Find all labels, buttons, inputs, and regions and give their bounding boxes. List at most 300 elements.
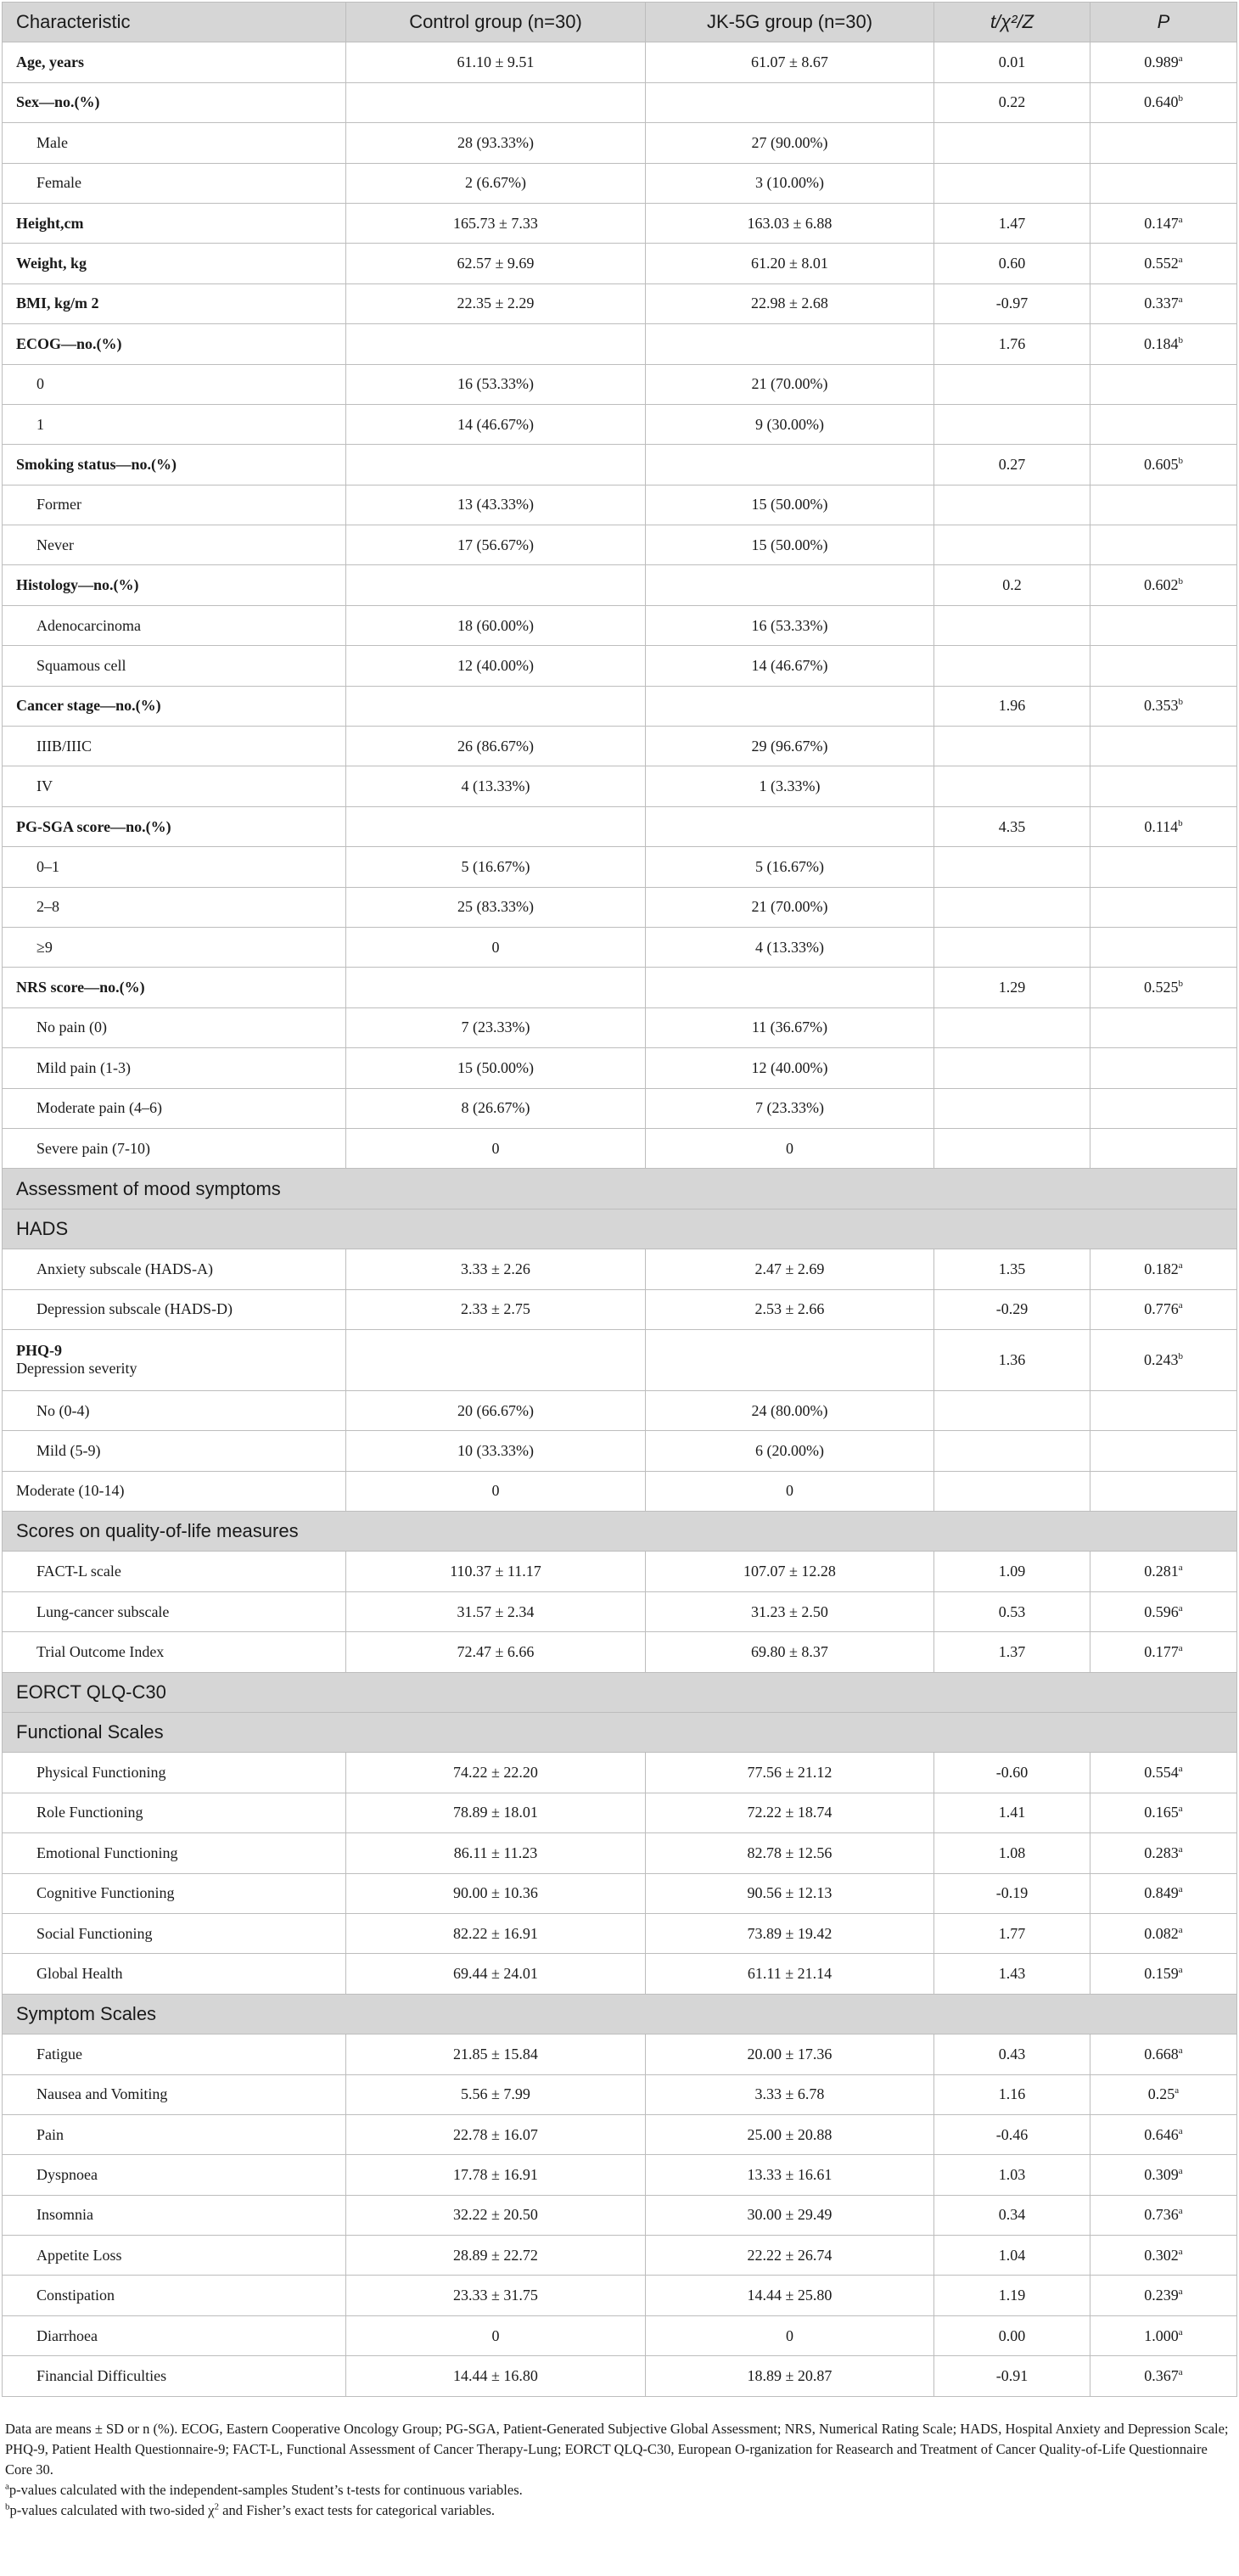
p-value: 0.159	[1144, 1965, 1179, 1983]
table-row	[3, 2276, 1237, 2315]
control-value-cell: 78.89 ± 18.01	[346, 1793, 646, 1832]
p-value-cell	[1090, 1329, 1237, 1390]
statistic-cell	[934, 847, 1090, 887]
characteristic-cell: Smoking status—no.(%)	[3, 445, 346, 485]
characteristic-cell: Squamous cell	[3, 646, 346, 686]
control-value-cell: 28.89 ± 22.72	[346, 2236, 646, 2276]
p-value: 0.302	[1144, 2246, 1179, 2264]
characteristic-cell: No pain (0)	[3, 1007, 346, 1047]
table-row	[3, 445, 1237, 485]
jk5g-value-cell: 29 (96.67%)	[646, 727, 934, 766]
p-value: 0.114	[1144, 817, 1179, 835]
statistic-cell	[934, 1471, 1090, 1511]
header-test-statistic	[934, 3, 1090, 42]
p-value: 0.776	[1144, 1300, 1179, 1318]
jk5g-value-cell: 31.23 ± 2.50	[646, 1591, 934, 1631]
characteristic-cell: Emotional Functioning	[3, 1833, 346, 1873]
table-header	[3, 3, 1237, 42]
jk5g-value-cell	[646, 968, 934, 1007]
footnote-b-mark: b	[5, 2501, 10, 2512]
p-value-cell	[1090, 324, 1237, 364]
statistic-cell: 1.16	[934, 2074, 1090, 2114]
control-value-cell: 69.44 ± 24.01	[346, 1954, 646, 1994]
jk5g-value-cell	[646, 324, 934, 364]
table-row	[3, 123, 1237, 163]
statistic-cell: 1.37	[934, 1632, 1090, 1672]
p-value-superscript: a	[1178, 2326, 1183, 2337]
control-value-cell	[346, 686, 646, 726]
p-value: 0.554	[1144, 1764, 1179, 1782]
p-value-superscript: a	[1178, 1884, 1183, 1895]
characteristic-cell: Adenocarcinoma	[3, 605, 346, 645]
p-value: 1.000	[1144, 2326, 1179, 2344]
p-value: 0.552	[1144, 255, 1179, 272]
control-value-cell: 32.22 ± 20.50	[346, 2195, 646, 2235]
characteristic-cell: 1	[3, 404, 346, 444]
header-jk5g-group: JK-5G group (n=30)	[646, 3, 934, 42]
p-value-superscript: a	[1178, 1804, 1183, 1815]
p-value: 0.243	[1144, 1350, 1179, 1368]
characteristic-cell: Age, years	[3, 42, 346, 82]
jk5g-value-cell: 77.56 ± 21.12	[646, 1753, 934, 1793]
section-header-row	[3, 1672, 1237, 1712]
characteristic-cell: Sex—no.(%)	[3, 82, 346, 122]
jk5g-value-cell: 6 (20.00%)	[646, 1431, 934, 1471]
statistic-cell: 0.01	[934, 42, 1090, 82]
control-value-cell: 18 (60.00%)	[346, 605, 646, 645]
jk5g-value-cell: 15 (50.00%)	[646, 525, 934, 565]
characteristic-cell: Mild (5-9)	[3, 1431, 346, 1471]
table-row	[3, 1007, 1237, 1047]
p-value-cell	[1090, 1753, 1237, 1793]
p-value-superscript: b	[1178, 93, 1183, 104]
p-value-cell	[1090, 565, 1237, 605]
p-value-cell	[1090, 1088, 1237, 1128]
jk5g-value-cell	[646, 686, 934, 726]
statistic-cell: 4.35	[934, 806, 1090, 846]
characteristic-cell: Former	[3, 485, 346, 525]
statistic-cell	[934, 525, 1090, 565]
statistic-cell: 1.29	[934, 968, 1090, 1007]
p-value-superscript: b	[1178, 697, 1183, 708]
statistic-cell: 0.53	[934, 1591, 1090, 1631]
p-value-cell	[1090, 686, 1237, 726]
table-row	[3, 1088, 1237, 1128]
table-row	[3, 82, 1237, 122]
p-value: 0.184	[1144, 334, 1179, 352]
p-value-cell	[1090, 525, 1237, 565]
header-p-value	[1090, 3, 1237, 42]
section-header-row	[3, 1512, 1237, 1552]
p-value-superscript: a	[1178, 255, 1183, 266]
characteristic-cell: IV	[3, 766, 346, 806]
table-row	[3, 1048, 1237, 1088]
p-value-cell	[1090, 203, 1237, 243]
p-value: 0.082	[1144, 1924, 1179, 1942]
table-row	[3, 1873, 1237, 1913]
characteristic-cell: Financial Difficulties	[3, 2356, 346, 2396]
characteristic-cell: 0	[3, 364, 346, 404]
control-value-cell	[346, 806, 646, 846]
characteristic-cell: Height,cm	[3, 203, 346, 243]
control-value-cell: 2.33 ± 2.75	[346, 1289, 646, 1329]
jk5g-value-cell: 73.89 ± 19.42	[646, 1913, 934, 1953]
p-value-cell	[1090, 1128, 1237, 1168]
statistic-cell	[934, 927, 1090, 967]
p-value: 0.281	[1144, 1563, 1179, 1580]
table-body	[3, 42, 1237, 2396]
statistic-cell: -0.19	[934, 1873, 1090, 1913]
control-value-cell: 28 (93.33%)	[346, 123, 646, 163]
p-value-cell	[1090, 1833, 1237, 1873]
header-p-label: P	[1157, 11, 1170, 33]
footnote-a	[5, 2480, 1234, 2500]
p-value-cell	[1090, 1591, 1237, 1631]
statistic-cell	[934, 605, 1090, 645]
jk5g-value-cell: 0	[646, 1128, 934, 1168]
table-row	[3, 2155, 1237, 2195]
statistic-cell	[934, 1007, 1090, 1047]
p-value-superscript: b	[1178, 979, 1183, 990]
table-row	[3, 766, 1237, 806]
control-value-cell	[346, 565, 646, 605]
baseline-characteristics-table	[2, 2, 1237, 2397]
table-row	[3, 847, 1237, 887]
table-row	[3, 163, 1237, 203]
table-row	[3, 927, 1237, 967]
table-row	[3, 283, 1237, 323]
table-row	[3, 203, 1237, 243]
statistic-cell: 1.36	[934, 1329, 1090, 1390]
statistic-cell	[934, 887, 1090, 927]
characteristic-cell: Cognitive Functioning	[3, 1873, 346, 1913]
characteristic-cell: Insomnia	[3, 2195, 346, 2235]
jk5g-value-cell: 1 (3.33%)	[646, 766, 934, 806]
p-value-superscript: a	[1178, 1563, 1183, 1574]
p-value-superscript: a	[1178, 295, 1183, 306]
p-value-cell	[1090, 2155, 1237, 2195]
p-value: 0.309	[1144, 2166, 1179, 2183]
statistic-cell: 1.76	[934, 324, 1090, 364]
control-value-cell: 22.78 ± 16.07	[346, 2114, 646, 2154]
p-value-superscript: a	[1178, 1924, 1183, 1935]
p-value-superscript: a	[1178, 2045, 1183, 2056]
statistic-cell	[934, 1048, 1090, 1088]
characteristic-cell: 2–8	[3, 887, 346, 927]
section-title: Functional Scales	[3, 1713, 1237, 1753]
characteristic-cell: Severe pain (7-10)	[3, 1128, 346, 1168]
p-value: 0.605	[1144, 455, 1179, 473]
p-value-superscript: b	[1178, 576, 1183, 587]
p-value-cell	[1090, 727, 1237, 766]
p-value-cell	[1090, 1390, 1237, 1430]
footnote-a-text: p-values calculated with the independent-samples Student’s t-tests for continuous variables.	[8, 2482, 523, 2498]
section-header-row	[3, 1209, 1237, 1249]
control-value-cell: 3.33 ± 2.26	[346, 1249, 646, 1289]
p-value-cell	[1090, 1873, 1237, 1913]
jk5g-value-cell: 13.33 ± 16.61	[646, 2155, 934, 2195]
characteristic-label: PHQ-9	[16, 1342, 62, 1360]
statistic-cell	[934, 727, 1090, 766]
characteristic-cell: ≥9	[3, 927, 346, 967]
control-value-cell: 0	[346, 1471, 646, 1511]
p-value-cell	[1090, 646, 1237, 686]
jk5g-value-cell: 14.44 ± 25.80	[646, 2276, 934, 2315]
characteristic-cell: Male	[3, 123, 346, 163]
p-value: 0.182	[1144, 1260, 1179, 1277]
characteristic-cell: Dyspnoea	[3, 2155, 346, 2195]
characteristic-cell: No (0-4)	[3, 1390, 346, 1430]
section-header-row	[3, 1994, 1237, 2034]
table-row	[3, 565, 1237, 605]
statistic-cell: 1.96	[934, 686, 1090, 726]
table-row	[3, 2074, 1237, 2114]
table-row	[3, 1329, 1237, 1390]
control-value-cell: 16 (53.33%)	[346, 364, 646, 404]
p-value-superscript: b	[1178, 1350, 1183, 1361]
p-value-superscript: a	[1178, 2366, 1183, 2377]
jk5g-value-cell: 69.80 ± 8.37	[646, 1632, 934, 1672]
p-value-superscript: a	[1178, 2125, 1183, 2136]
control-value-cell: 8 (26.67%)	[346, 1088, 646, 1128]
control-value-cell: 10 (33.33%)	[346, 1431, 646, 1471]
jk5g-value-cell: 2.47 ± 2.69	[646, 1249, 934, 1289]
control-value-cell: 5 (16.67%)	[346, 847, 646, 887]
table-row	[3, 1954, 1237, 1994]
statistic-cell	[934, 1390, 1090, 1430]
jk5g-value-cell	[646, 445, 934, 485]
statistic-cell: 0.22	[934, 82, 1090, 122]
jk5g-value-cell: 82.78 ± 12.56	[646, 1833, 934, 1873]
statistic-cell	[934, 163, 1090, 203]
control-value-cell: 17.78 ± 16.91	[346, 2155, 646, 2195]
p-value-cell	[1090, 1471, 1237, 1511]
control-value-cell	[346, 324, 646, 364]
control-value-cell	[346, 82, 646, 122]
control-value-cell: 17 (56.67%)	[346, 525, 646, 565]
p-value-cell	[1090, 2236, 1237, 2276]
statistic-cell	[934, 1431, 1090, 1471]
p-value-cell	[1090, 1431, 1237, 1471]
table-row	[3, 2114, 1237, 2154]
p-value-superscript: a	[1178, 1764, 1183, 1775]
table-row	[3, 2195, 1237, 2235]
characteristic-cell: Depression subscale (HADS-D)	[3, 1289, 346, 1329]
table-row	[3, 1289, 1237, 1329]
statistic-cell	[934, 485, 1090, 525]
p-value-cell	[1090, 887, 1237, 927]
characteristic-cell: Physical Functioning	[3, 1753, 346, 1793]
p-value-superscript: a	[1178, 1260, 1183, 1271]
control-value-cell	[346, 1329, 646, 1390]
p-value-cell	[1090, 806, 1237, 846]
control-value-cell: 21.85 ± 15.84	[346, 2034, 646, 2074]
statistic-cell: -0.29	[934, 1289, 1090, 1329]
p-value-cell	[1090, 927, 1237, 967]
p-value-superscript: b	[1178, 334, 1183, 345]
characteristic-cell: Nausea and Vomiting	[3, 2074, 346, 2114]
p-value-cell	[1090, 1289, 1237, 1329]
statistic-cell: 1.43	[934, 1954, 1090, 1994]
p-value-superscript: a	[1178, 2206, 1183, 2217]
p-value-cell	[1090, 1793, 1237, 1832]
jk5g-value-cell: 18.89 ± 20.87	[646, 2356, 934, 2396]
table-row	[3, 1390, 1237, 1430]
p-value-cell	[1090, 2276, 1237, 2315]
footnote-b-text-pre: p-values calculated with two-sided χ	[9, 2502, 215, 2518]
p-value-cell	[1090, 123, 1237, 163]
table-row	[3, 1431, 1237, 1471]
control-value-cell: 2 (6.67%)	[346, 163, 646, 203]
statistic-cell	[934, 646, 1090, 686]
p-value-cell	[1090, 2074, 1237, 2114]
control-value-cell: 26 (86.67%)	[346, 727, 646, 766]
statistic-cell	[934, 404, 1090, 444]
control-value-cell: 13 (43.33%)	[346, 485, 646, 525]
statistic-cell: 0.43	[934, 2034, 1090, 2074]
control-value-cell: 5.56 ± 7.99	[346, 2074, 646, 2114]
table-row	[3, 646, 1237, 686]
p-value-cell	[1090, 1007, 1237, 1047]
jk5g-value-cell: 2.53 ± 2.66	[646, 1289, 934, 1329]
characteristic-cell: Fatigue	[3, 2034, 346, 2074]
p-value-cell	[1090, 1954, 1237, 1994]
p-value-cell	[1090, 2114, 1237, 2154]
jk5g-value-cell: 20.00 ± 17.36	[646, 2034, 934, 2074]
characteristic-cell: Weight, kg	[3, 244, 346, 283]
statistic-cell: -0.91	[934, 2356, 1090, 2396]
control-value-cell: 4 (13.33%)	[346, 766, 646, 806]
statistic-cell: 0.00	[934, 2315, 1090, 2355]
p-value-superscript: b	[1178, 455, 1183, 466]
table-row	[3, 2236, 1237, 2276]
statistic-cell: 1.03	[934, 2155, 1090, 2195]
table-row	[3, 1552, 1237, 1591]
p-value-cell	[1090, 244, 1237, 283]
characteristic-cell: BMI, kg/m 2	[3, 283, 346, 323]
jk5g-value-cell: 22.22 ± 26.74	[646, 2236, 934, 2276]
section-header-row	[3, 1169, 1237, 1209]
p-value: 0.367	[1144, 2366, 1179, 2384]
statistic-cell	[934, 766, 1090, 806]
statistic-cell: 1.35	[934, 1249, 1090, 1289]
p-value-cell	[1090, 283, 1237, 323]
p-value-superscript: a	[1178, 2246, 1183, 2257]
jk5g-value-cell: 72.22 ± 18.74	[646, 1793, 934, 1832]
p-value: 0.25	[1147, 2085, 1175, 2103]
p-value-superscript: a	[1178, 1844, 1183, 1855]
control-value-cell: 31.57 ± 2.34	[346, 1591, 646, 1631]
header-row	[3, 3, 1237, 42]
characteristic-cell: Moderate pain (4–6)	[3, 1088, 346, 1128]
jk5g-value-cell: 107.07 ± 12.28	[646, 1552, 934, 1591]
statistic-cell: 1.19	[934, 2276, 1090, 2315]
p-value-cell	[1090, 364, 1237, 404]
control-value-cell: 82.22 ± 16.91	[346, 1913, 646, 1953]
p-value: 0.640	[1144, 93, 1179, 111]
footnote-abbreviations: Data are means ± SD or n (%). ECOG, Eastern Cooperative Oncology Group; PG-SGA, Patient-Generated Subjective Global Assessment; NRS, Numerical Rating Scale; HADS, Hospital Anxiety and Depression Scale; PHQ-9, Patient Health Questionnaire-9; FACT-L, Functional Assessment of Cancer Therapy-Lung; EORCT QLQ-C30, European O-rganization for Reasearch and Treatment of Cancer Quality-of-Life Questionnaire Core 30.	[5, 2421, 1229, 2478]
table-row	[3, 525, 1237, 565]
jk5g-value-cell: 163.03 ± 6.88	[646, 203, 934, 243]
table-row	[3, 364, 1237, 404]
header-characteristic: Characteristic	[3, 3, 346, 42]
p-value: 0.989	[1144, 53, 1179, 71]
section-title: Symptom Scales	[3, 1994, 1237, 2034]
control-value-cell: 0	[346, 927, 646, 967]
p-value: 0.177	[1144, 1642, 1179, 1660]
jk5g-value-cell: 22.98 ± 2.68	[646, 283, 934, 323]
characteristic-cell: Role Functioning	[3, 1793, 346, 1832]
jk5g-value-cell: 15 (50.00%)	[646, 485, 934, 525]
p-value-superscript: a	[1178, 1300, 1183, 1311]
p-value: 0.525	[1144, 979, 1179, 996]
statistic-cell	[934, 1088, 1090, 1128]
characteristic-cell: Never	[3, 525, 346, 565]
control-value-cell: 23.33 ± 31.75	[346, 2276, 646, 2315]
control-value-cell: 74.22 ± 22.20	[346, 1753, 646, 1793]
control-value-cell	[346, 445, 646, 485]
table-row	[3, 1913, 1237, 1953]
table-row	[3, 1793, 1237, 1832]
p-value: 0.596	[1144, 1602, 1179, 1620]
jk5g-value-cell: 4 (13.33%)	[646, 927, 934, 967]
control-value-cell: 15 (50.00%)	[346, 1048, 646, 1088]
jk5g-value-cell: 9 (30.00%)	[646, 404, 934, 444]
characteristic-cell: Constipation	[3, 2276, 346, 2315]
table-row	[3, 1833, 1237, 1873]
statistic-cell: 0.34	[934, 2195, 1090, 2235]
table-row	[3, 806, 1237, 846]
characteristic-cell: Appetite Loss	[3, 2236, 346, 2276]
control-value-cell: 25 (83.33%)	[346, 887, 646, 927]
characteristic-cell: NRS score—no.(%)	[3, 968, 346, 1007]
p-value-cell	[1090, 1632, 1237, 1672]
jk5g-value-cell: 61.07 ± 8.67	[646, 42, 934, 82]
p-value-cell	[1090, 766, 1237, 806]
p-value: 0.147	[1144, 214, 1179, 232]
p-value-superscript: a	[1178, 1965, 1183, 1976]
jk5g-value-cell: 24 (80.00%)	[646, 1390, 934, 1430]
p-value: 0.646	[1144, 2125, 1179, 2143]
table-footnotes	[5, 2419, 1234, 2521]
p-value-superscript: b	[1178, 817, 1183, 828]
p-value-superscript: a	[1178, 1602, 1183, 1614]
jk5g-value-cell: 61.11 ± 21.14	[646, 1954, 934, 1994]
control-value-cell: 14 (46.67%)	[346, 404, 646, 444]
table-row	[3, 605, 1237, 645]
jk5g-value-cell: 0	[646, 1471, 934, 1511]
p-value-cell	[1090, 485, 1237, 525]
control-value-cell	[346, 968, 646, 1007]
section-title: Assessment of mood symptoms	[3, 1169, 1237, 1209]
p-value-superscript: a	[1178, 2287, 1183, 2298]
control-value-cell: 0	[346, 1128, 646, 1168]
table-row	[3, 887, 1237, 927]
characteristic-cell: FACT-L scale	[3, 1552, 346, 1591]
header-stat-label: t/χ²/Z	[990, 11, 1034, 33]
p-value: 0.239	[1144, 2287, 1179, 2304]
control-value-cell: 110.37 ± 11.17	[346, 1552, 646, 1591]
statistic-cell: 0.2	[934, 565, 1090, 605]
table-row	[3, 485, 1237, 525]
p-value: 0.337	[1144, 295, 1179, 312]
statistic-cell	[934, 364, 1090, 404]
statistic-cell: 1.08	[934, 1833, 1090, 1873]
table-row	[3, 324, 1237, 364]
jk5g-value-cell: 27 (90.00%)	[646, 123, 934, 163]
table-row	[3, 686, 1237, 726]
jk5g-value-cell: 25.00 ± 20.88	[646, 2114, 934, 2154]
